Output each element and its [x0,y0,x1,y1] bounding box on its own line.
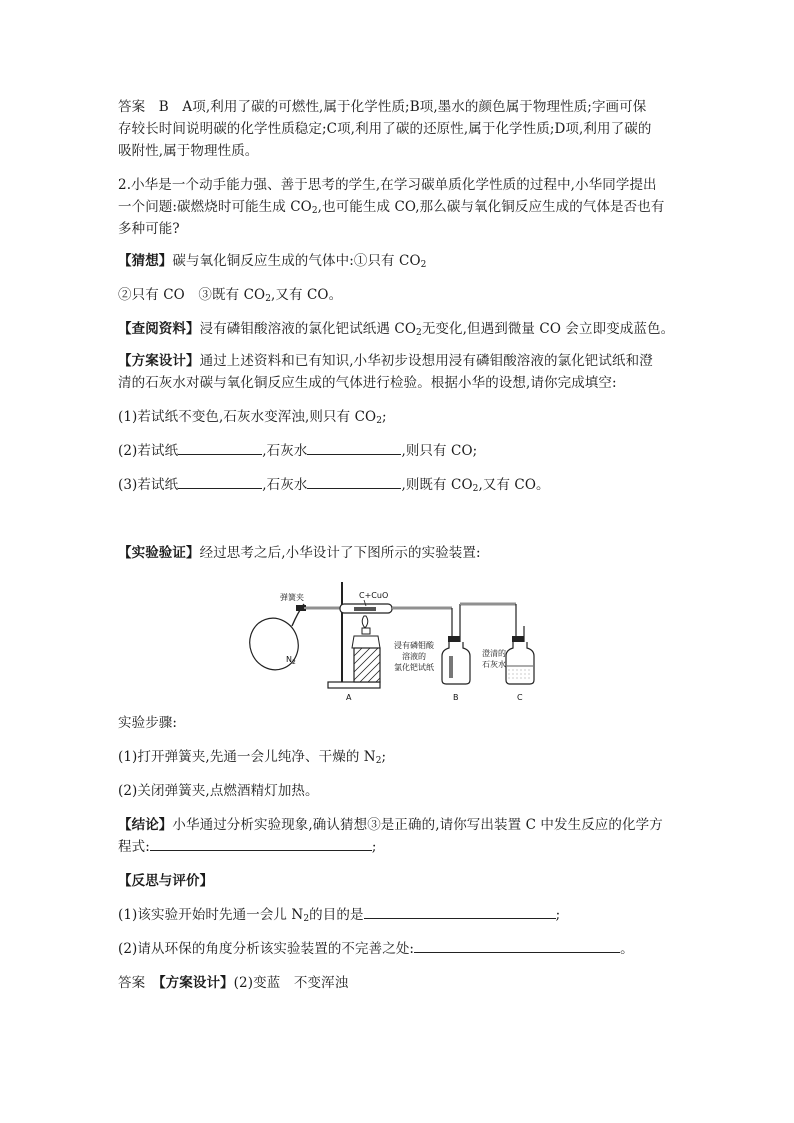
label-a: A [346,693,352,702]
design-item1-sub: 2 [376,416,383,426]
label-b: B [453,693,459,702]
design-text1: 通过上述资料和已有知识,小华初步设想用浸有磷钼酸溶液的氯化钯试纸和澄 [199,353,653,369]
answer1-line3: 吸附性,属于物理性质。 [118,143,259,159]
clamp-label: 弹簧夹 [280,593,304,602]
answer1-line2: 存较长时间说明碳的化学性质稳定;C项,利用了碳的还原性,属于化学性质;D项,利用了碳的 [118,121,652,137]
reflect-item2-a: (2)请从环保的角度分析该实验装置的不完善之处: [118,941,415,957]
design-line2: 清的石灰水对碳与氧化铜反应生成的气体进行检验。根据小华的设想,请你完成填空: [118,375,617,391]
conclusion-text2-b: ; [371,839,377,855]
verify-line [118,542,678,564]
reflect-item1 [118,904,678,926]
stopper-c [512,636,524,642]
reference-text-b: 无变化,但遇到微量 CO 会立即变成蓝色。 [421,321,675,337]
lime-label-2: 石灰水 [482,660,506,669]
guess-line1 [118,250,678,272]
answer2-b: (2)变蓝 不变浑浊 [233,975,349,991]
question2-line2 [118,196,678,218]
blank-2a-input[interactable] [178,440,262,455]
steps-item1-sub: 2 [375,756,382,766]
reflect-title [118,870,678,892]
reflect-item2-b: 。 [620,941,634,957]
reference-line [118,318,678,340]
question2-line1: 2.小华是一个动手能力强、善于思考的学生,在学习碳单质化学性质的过程中,小华同学提出 [118,177,657,193]
q2-sub: 2 [311,206,318,216]
reflect-item1-sub: 2 [303,914,310,924]
reflect-item1-b: 的目的是 [309,907,364,923]
lime-label-1: 澄清的 [482,649,506,658]
verify-tag: 【实验验证】 [118,545,200,561]
alcohol-lamp [352,636,380,648]
blank-2b-input[interactable] [307,440,401,455]
paper-label-3: 氯化钯试纸 [394,663,434,672]
conclusion-line2 [118,836,678,858]
guess-line2-sub: 2 [265,294,272,304]
reactant-label: C+CuO [359,591,389,600]
reference-tag: 【查阅资料】 [118,321,200,337]
blank-3b-input[interactable] [307,474,401,489]
steps-title: 实验步骤: [118,715,178,731]
design-item3-sub: 2 [472,484,479,494]
c-cuo-powder [354,607,376,611]
iron-stand-base [328,682,380,688]
question2-line3: 多种可能? [118,221,180,237]
label-c: C [517,693,523,702]
verify-text: 经过思考之后,小华设计了下图所示的实验装置: [199,545,481,561]
q2-text-a: 一个问题:碳燃烧时可能生成 CO [118,199,312,215]
stopper-b [448,636,460,642]
steps-item2: (2)关闭弹簧夹,点燃酒精灯加热。 [118,783,319,799]
reflect-item1-a: (1)该实验开始时先通一会儿 N [118,907,304,923]
design-line1 [118,350,678,372]
reflect-item1-c: ; [555,907,561,923]
n2-balloon [246,611,305,676]
conclusion-tag: 【结论】 [118,817,173,833]
design-item2-b: ,石灰水 [262,443,308,459]
answer2-line [118,972,678,994]
design-item1 [118,406,678,428]
environment-blank-input[interactable] [414,938,620,953]
blank-3a-input[interactable] [178,474,262,489]
equation-blank-input[interactable] [150,836,372,851]
n2-label: $N_2$ [286,655,296,666]
guess-line2 [118,284,678,306]
conclusion-text1: 小华通过分析实验现象,确认猜想③是正确的,请你写出装置 C 中发生反应的化学方 [172,817,663,833]
apparatus-svg [246,576,558,704]
q2-text-b: ,也可能生成 CO,那么碳与氧化铜反应生成的气体是否也有 [317,199,665,215]
steps-item1-a: (1)打开弹簧夹,先通一会儿纯净、干燥的 N [118,749,376,765]
design-item3-c: ,则既有 CO [401,477,473,493]
reference-sub: 2 [416,328,422,338]
design-item1-b: ; [382,409,387,425]
guess-text: 碳与氧化铜反应生成的气体中:①只有 CO [172,253,421,269]
design-item3-d: ,又有 CO。 [478,477,550,493]
answer2-tag: 【方案设计】 [158,975,234,991]
guess-sub: 2 [420,260,427,270]
design-item2 [118,440,678,462]
answer1-line1: 答案 B A项,利用了碳的可燃性,属于化学性质;B项,墨水的颜色属于物理性质;字画可保 [118,99,647,115]
answer2-a: 答案 [118,975,159,991]
reflect-item2 [118,938,678,960]
apparatus-figure [246,576,558,704]
design-item1-a: (1)若试纸不变色,石灰水变浑浊,则只有 CO [118,409,377,425]
guess-tag: 【猜想】 [118,253,173,269]
guess-line2-b: ,又有 CO。 [271,287,343,303]
guess-line2-a: ②只有 CO ③既有 CO [118,287,266,303]
design-item2-a: (2)若试纸 [118,443,179,459]
design-tag: 【方案设计】 [118,353,200,369]
design-item3 [118,474,678,496]
paper-label-1: 浸有磷钼酸 [394,641,434,650]
paper-label-2: 溶液的 [402,652,426,661]
palladium-paper [449,656,453,678]
design-item2-c: ,则只有 CO; [401,443,478,459]
flame [362,616,368,628]
purpose-blank-input[interactable] [364,904,556,919]
conclusion-line1 [118,814,678,836]
bottle-b [442,642,470,684]
design-item3-a: (3)若试纸 [118,477,179,493]
steps-item1 [118,746,678,768]
reflect-tag: 【反思与评价】 [118,873,214,889]
design-item3-b: ,石灰水 [262,477,308,493]
reference-text-a: 浸有磷钼酸溶液的氯化钯试纸遇 CO [199,321,416,337]
support-block [354,648,380,682]
conclusion-text2-a: 程式: [118,839,150,855]
steps-item1-b: ; [381,749,387,765]
